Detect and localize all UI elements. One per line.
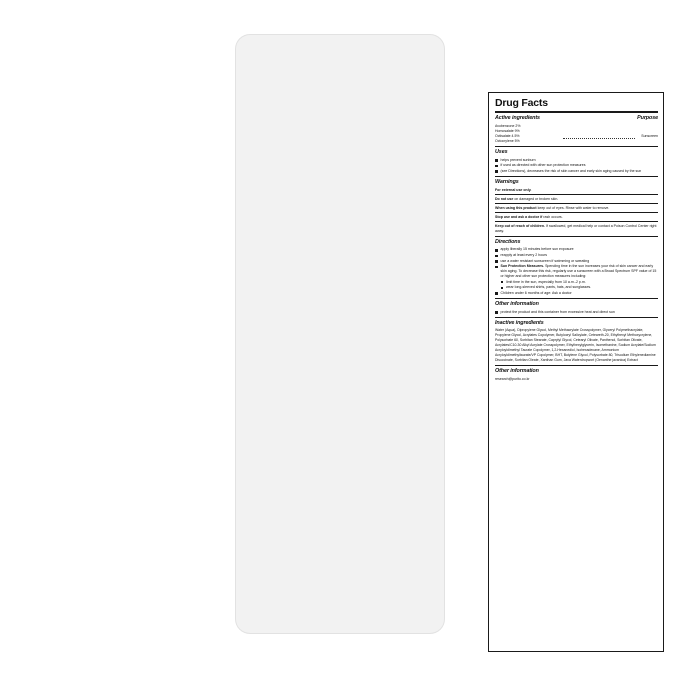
divider — [495, 236, 658, 237]
divider — [495, 317, 658, 318]
sun-protection-text: Spending time in the sun increases your risk of skin cancer and early skin aging. To decrease this risk, regularly use a sunscreen with a Broad Spectrum SPF value of 15 or higher and other sun protection measures including: — [500, 264, 657, 279]
warning-label: When using this product — [495, 205, 537, 210]
section-other-information-1 — [495, 301, 658, 315]
ingredient-name: Avobenzone 2% — [495, 123, 521, 128]
ingredient-purpose: Sunscreen — [641, 133, 658, 138]
list-item: protect the product and this container from excessive heat and direct sun — [495, 310, 658, 315]
section-uses — [495, 149, 658, 174]
warning-line — [495, 224, 658, 234]
warning-line — [495, 206, 658, 211]
warning-label: Keep out of reach of children. — [495, 223, 546, 228]
product-package — [236, 35, 658, 633]
list-item: if used as directed with other sun protection measures — [495, 163, 658, 168]
list-item: limit time in the sun, especially from 10 a.m.-2 p.m. — [501, 280, 659, 285]
list-item: wear long-sleeved shirts, pants, hats, and sunglasses. — [501, 285, 659, 290]
warning-label: Do not use — [495, 196, 514, 201]
section-other-information-2 — [495, 368, 658, 382]
warning-text: on damaged or broken skin. — [514, 196, 559, 201]
divider-thick — [495, 111, 658, 113]
purpose-heading: Purpose — [637, 115, 658, 122]
list-item: reapply at least every 2 hours — [495, 253, 658, 258]
sun-protection-label: Sun Protection Measures. — [500, 264, 545, 269]
directions-list — [495, 247, 658, 295]
other-information-heading: Other information — [495, 368, 539, 375]
warning-label: Stop use and ask a doctor if — [495, 214, 543, 219]
divider-thin — [495, 212, 658, 213]
warnings-heading: Warnings — [495, 178, 519, 185]
divider-thin — [495, 221, 658, 222]
list-item: use a water resistant sunscreen if swimming or sweating — [495, 259, 658, 264]
directions-heading: Directions — [495, 238, 521, 245]
divider — [495, 146, 658, 147]
other-information-list — [495, 310, 658, 315]
contact-email: research@purito.co.kr — [495, 377, 530, 382]
uses-heading: Uses — [495, 148, 508, 155]
ingredient-purpose — [635, 139, 658, 144]
warning-line — [495, 197, 658, 202]
divider-thin — [495, 194, 658, 195]
divider — [495, 365, 658, 366]
active-ingredients-heading: Active ingredients — [495, 115, 540, 122]
divider-thin — [495, 203, 658, 204]
divider — [495, 298, 658, 299]
uses-list — [495, 158, 658, 174]
section-directions — [495, 239, 658, 296]
warning-text: rash occurs. — [543, 214, 563, 219]
sun-protection-sublist — [501, 280, 659, 290]
warning-line — [495, 215, 658, 220]
ingredient-name: Octisalate 4.5% — [495, 133, 520, 138]
section-inactive-ingredients — [495, 320, 658, 364]
warning-text: If swallowed, get medical help or contact a Poison Control Center right away. — [495, 223, 657, 233]
drug-facts-label — [488, 92, 664, 652]
inactive-ingredients-heading: Inactive ingredients — [495, 319, 544, 326]
leader-dots — [563, 138, 635, 143]
list-item-children: Children under 6 months of age: Ask a doctor — [495, 291, 658, 296]
page-title: Drug Facts — [495, 97, 548, 109]
divider — [495, 176, 658, 177]
active-ingredients-table — [495, 124, 658, 144]
list-item: (see Directions), decreases the risk of skin cancer and early skin aging caused by the sun — [495, 169, 658, 174]
table-row — [495, 139, 658, 144]
external-use-line: For external use only. — [495, 187, 532, 192]
warning-text: keep out of eyes. Rinse with water to remove. — [537, 205, 610, 210]
list-item: apply liberally 15 minutes before sun exposure — [495, 247, 658, 252]
ingredient-name: Octocrylene 5% — [495, 138, 520, 143]
ingredient-name: Homosalate 9% — [495, 128, 520, 133]
list-item: helps prevent sunburn — [495, 158, 658, 163]
inactive-ingredients-text: Water (Aqua), Dipropylene Glycol, Methyl Methacrylate Crosspolymer, Glyceryl Polymethacrylate, Propylene Glycol, Acrylates Copolymer, Butylocryl Salicylate, Ceteareth-20, Ethylhexyl Methoxycrylene, Polysorbate 60, Sorbitan Stearate, Caprylyl Glycol, Cetearyl Olivate, Panthenol, Sorbitan Olivate, Acrylates/C10-30 Alkyl Acrylate Crosspolymer, Ethylhexylglycerin, Isomethanine, Sodium Acrylate/Sodium Acryloyldimethyl Taurate Copolymer, 1,2-Hexanediol, Isohexadecane, Ammonium Acryloyldimethyltaurate/VP Copolymer, BHT, Butylene Glycol, Polysorbate 80, Trisodium Ethylenediamine Disuccinate, Sorbitan Oleate, Xanthan Gum, Java Waterdropwort (Oenanthe javanica) Extract — [495, 328, 656, 363]
section-warnings — [495, 179, 658, 234]
list-item-sun-protection — [495, 264, 658, 290]
other-information-heading: Other information — [495, 300, 539, 307]
section-active-ingredients — [495, 115, 658, 144]
